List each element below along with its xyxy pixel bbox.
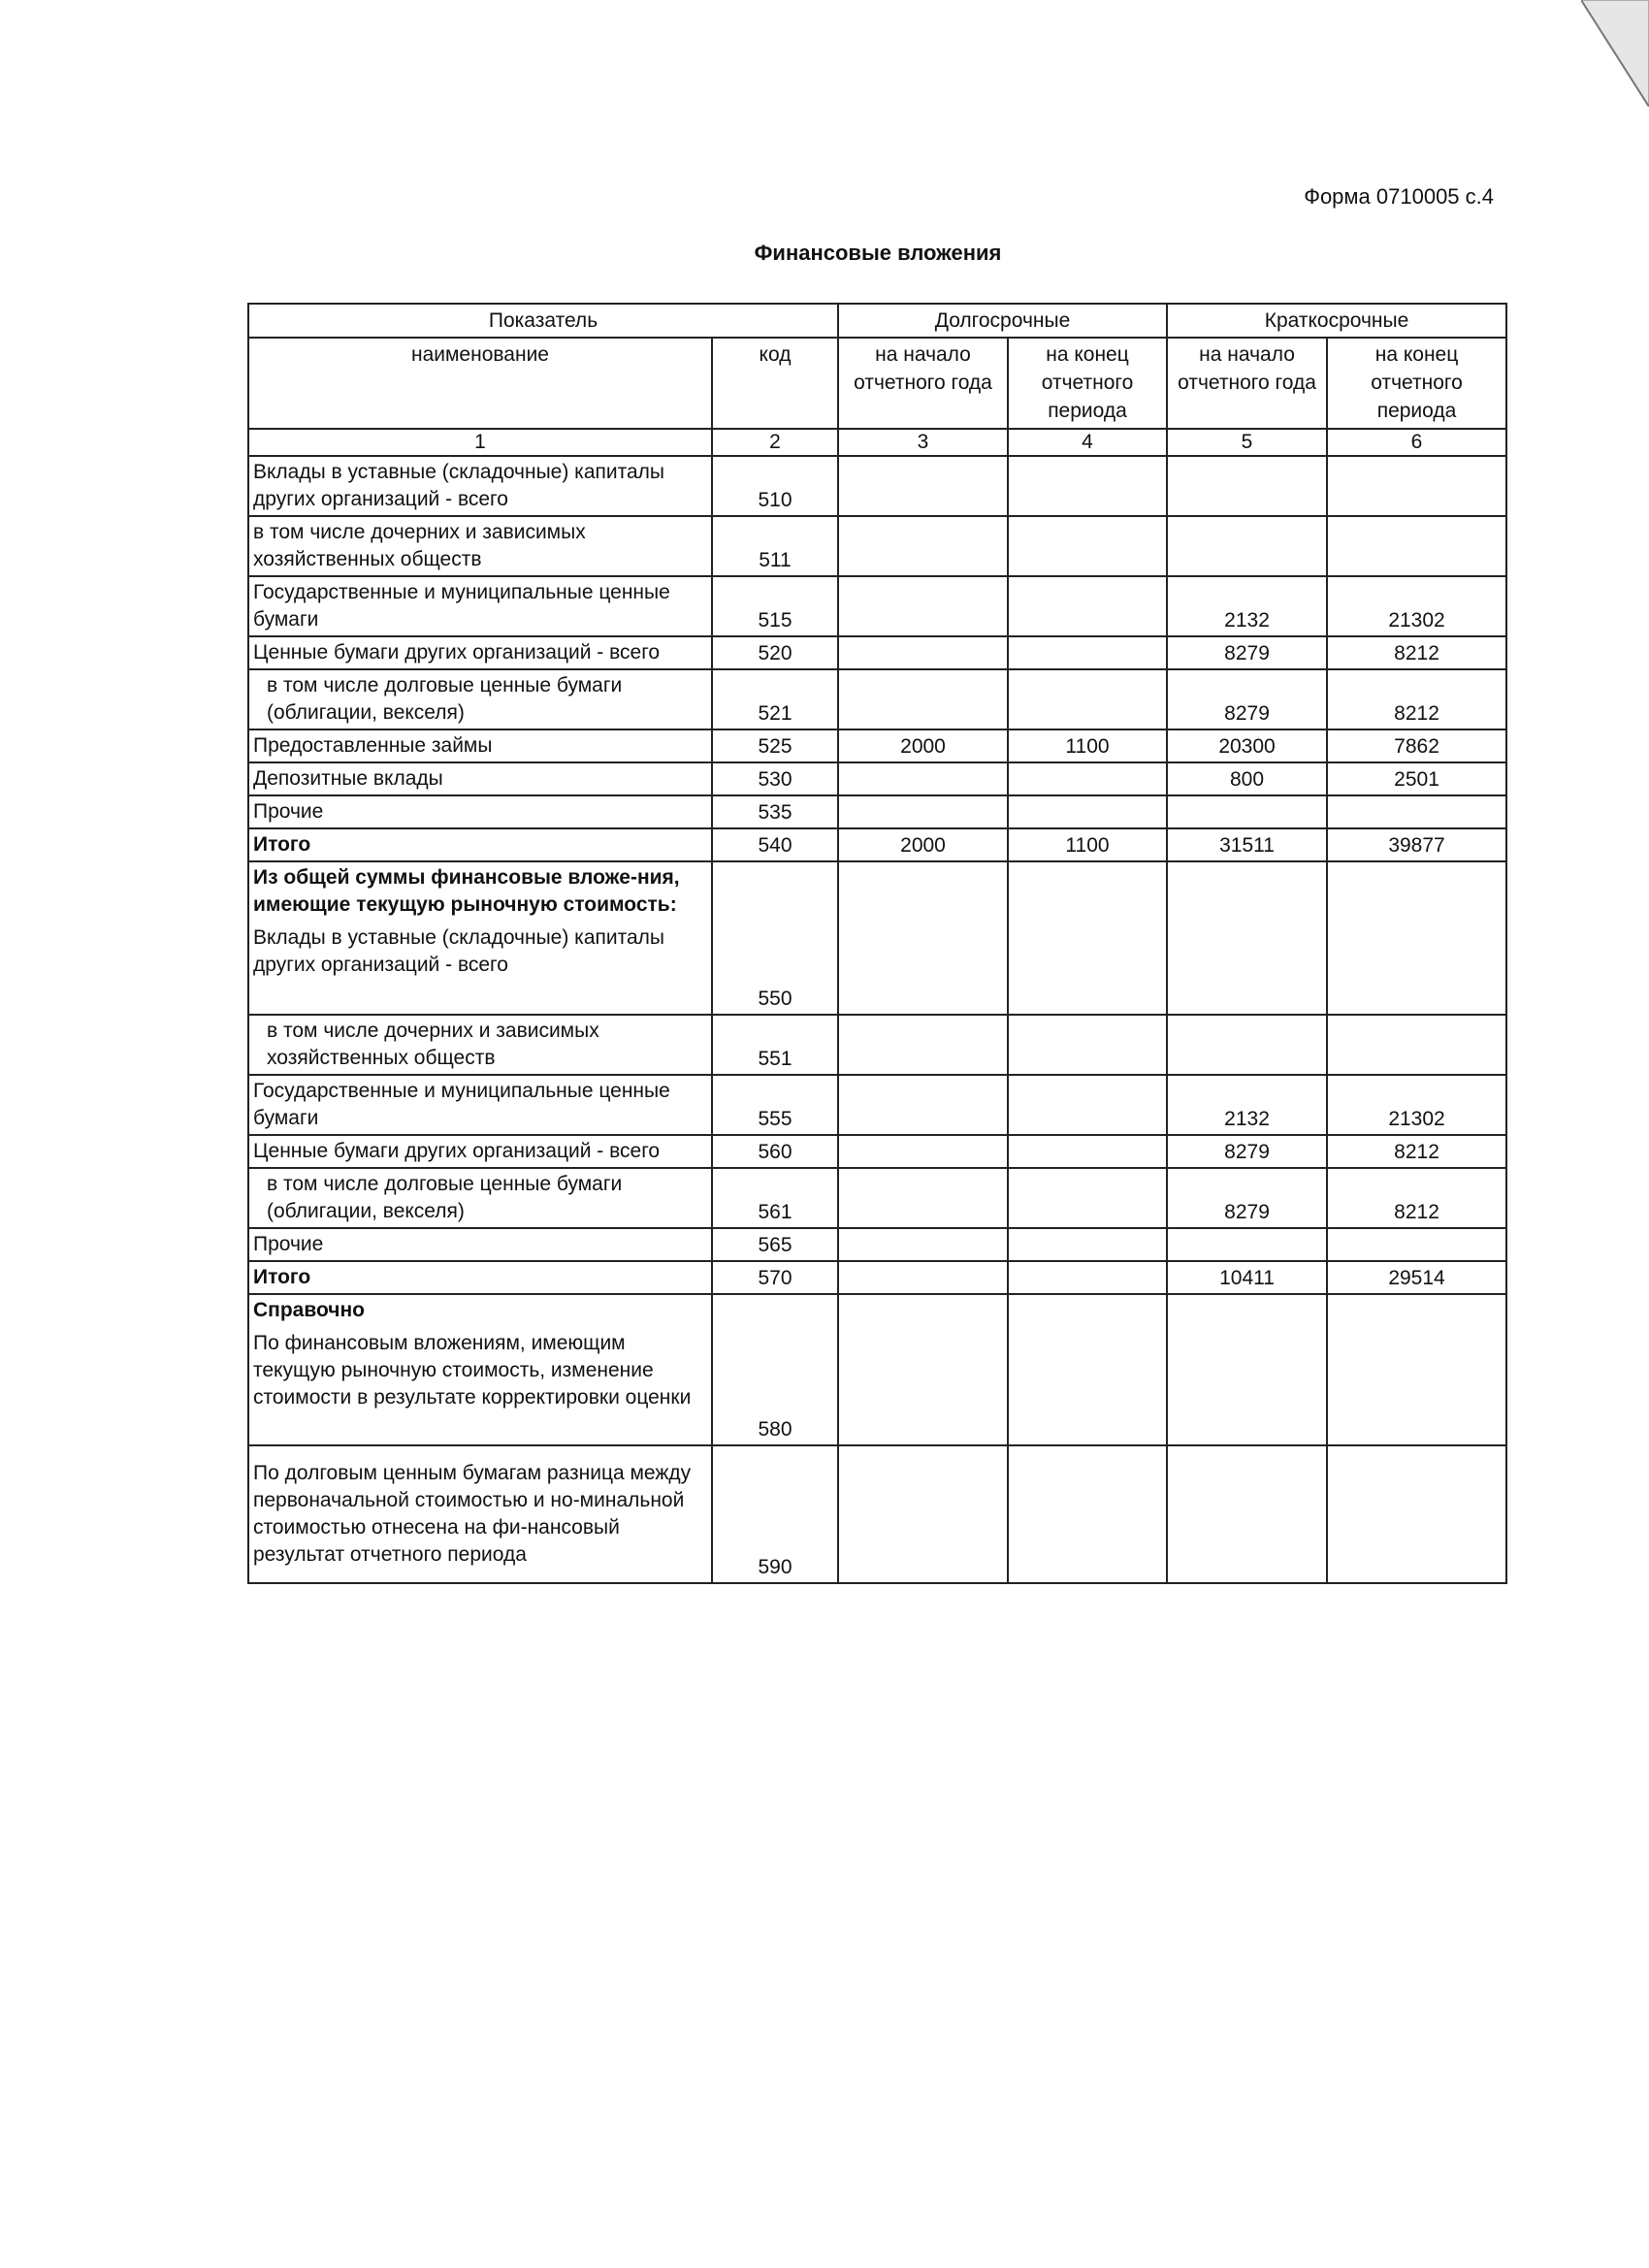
row-name: Вклады в уставные (складочные) капиталы других организаций - всего bbox=[253, 926, 665, 976]
table-row bbox=[248, 516, 1506, 576]
st-end-value bbox=[1327, 861, 1506, 1015]
lt-start-value bbox=[838, 1168, 1008, 1228]
st-start-value: 8279 bbox=[1167, 1135, 1327, 1168]
row-name: Предоставленные займы bbox=[248, 729, 712, 762]
st-end-value bbox=[1327, 795, 1506, 828]
row-name: в том числе долговые ценные бумаги (облигации, векселя) bbox=[248, 669, 712, 729]
st-end-value: 8212 bbox=[1327, 636, 1506, 669]
lt-start-value bbox=[838, 1015, 1008, 1075]
column-number: 6 bbox=[1327, 429, 1506, 456]
lt-end-value bbox=[1008, 1228, 1167, 1261]
st-end-value: 8212 bbox=[1327, 1168, 1506, 1228]
row-code: 510 bbox=[712, 456, 838, 516]
folded-page-corner bbox=[1581, 0, 1649, 107]
lt-start-value bbox=[838, 1294, 1008, 1445]
lt-end-value: 1100 bbox=[1008, 729, 1167, 762]
lt-start-value bbox=[838, 762, 1008, 795]
row-name: Вклады в уставные (складочные) капиталы других организаций - всего bbox=[248, 456, 712, 516]
table-row bbox=[248, 669, 1506, 729]
st-start-value: 8279 bbox=[1167, 669, 1327, 729]
lt-start-value: 2000 bbox=[838, 729, 1008, 762]
row-name: По долговым ценным бумагам разница между первоначальной стоимостью и но-минальной стоимостью отнесена на фи-нансовый результат отчетного периода bbox=[248, 1445, 712, 1583]
st-start-value: 8279 bbox=[1167, 1168, 1327, 1228]
header-code: код bbox=[712, 338, 838, 429]
header-long-term: Долгосрочные bbox=[838, 304, 1167, 338]
lt-start-value bbox=[838, 1228, 1008, 1261]
row-code: 511 bbox=[712, 516, 838, 576]
row-code: 550 bbox=[712, 861, 838, 1015]
table-row bbox=[248, 1168, 1506, 1228]
lt-start-value bbox=[838, 1445, 1008, 1583]
st-start-value: 2132 bbox=[1167, 1075, 1327, 1135]
lt-start-value bbox=[838, 795, 1008, 828]
row-code: 525 bbox=[712, 729, 838, 762]
st-end-value bbox=[1327, 516, 1506, 576]
row-name: Ценные бумаги других организаций - всего bbox=[248, 1135, 712, 1168]
st-end-value: 21302 bbox=[1327, 576, 1506, 636]
header-st-end: на конец отчетного периода bbox=[1327, 338, 1506, 429]
row-name: Депозитные вклады bbox=[248, 762, 712, 795]
lt-end-value bbox=[1008, 1261, 1167, 1294]
header-st-start: на начало отчетного года bbox=[1167, 338, 1327, 429]
st-end-value: 21302 bbox=[1327, 1075, 1506, 1135]
st-end-value: 29514 bbox=[1327, 1261, 1506, 1294]
table-row bbox=[248, 729, 1506, 762]
st-start-value bbox=[1167, 795, 1327, 828]
row-name: По финансовым вложениям, имеющим текущую рыночную стоимость, изменение стоимости в результате корректировки оценки bbox=[253, 1332, 692, 1409]
lt-start-value bbox=[838, 456, 1008, 516]
st-end-value bbox=[1327, 456, 1506, 516]
lt-end-value bbox=[1008, 1075, 1167, 1135]
lt-end-value bbox=[1008, 1168, 1167, 1228]
lt-end-value bbox=[1008, 1445, 1167, 1583]
row-code: 540 bbox=[712, 828, 838, 861]
row-name-group bbox=[248, 861, 712, 1015]
row-code: 535 bbox=[712, 795, 838, 828]
st-end-value bbox=[1327, 1228, 1506, 1261]
row-name: Итого bbox=[248, 1261, 712, 1294]
column-number: 2 bbox=[712, 429, 838, 456]
section-heading: Из общей суммы финансовые вложе-ния, имеющие текущую рыночную стоимость: bbox=[253, 866, 680, 916]
st-end-value bbox=[1327, 1015, 1506, 1075]
row-code: 555 bbox=[712, 1075, 838, 1135]
st-start-value: 31511 bbox=[1167, 828, 1327, 861]
lt-end-value bbox=[1008, 861, 1167, 1015]
row-name: Прочие bbox=[248, 1228, 712, 1261]
header-row-1 bbox=[248, 304, 1506, 338]
column-number: 1 bbox=[248, 429, 712, 456]
row-name-group bbox=[248, 1294, 712, 1445]
st-end-value: 7862 bbox=[1327, 729, 1506, 762]
row-name: Государственные и муниципальные ценные бумаги bbox=[248, 1075, 712, 1135]
row-code: 520 bbox=[712, 636, 838, 669]
lt-end-value bbox=[1008, 456, 1167, 516]
table-row bbox=[248, 1294, 1506, 1445]
row-code: 565 bbox=[712, 1228, 838, 1261]
lt-end-value bbox=[1008, 762, 1167, 795]
row-code: 560 bbox=[712, 1135, 838, 1168]
table-row-total bbox=[248, 828, 1506, 861]
column-number: 5 bbox=[1167, 429, 1327, 456]
row-code: 551 bbox=[712, 1015, 838, 1075]
st-start-value bbox=[1167, 1445, 1327, 1583]
row-code: 570 bbox=[712, 1261, 838, 1294]
row-code: 580 bbox=[712, 1294, 838, 1445]
row-code: 515 bbox=[712, 576, 838, 636]
row-name: в том числе дочерних и зависимых хозяйственных обществ bbox=[248, 516, 712, 576]
lt-end-value bbox=[1008, 576, 1167, 636]
page-title: Финансовые вложения bbox=[754, 241, 1002, 265]
st-end-value bbox=[1327, 1445, 1506, 1583]
lt-start-value bbox=[838, 1075, 1008, 1135]
row-code: 561 bbox=[712, 1168, 838, 1228]
lt-end-value bbox=[1008, 795, 1167, 828]
row-name: Ценные бумаги других организаций - всего bbox=[248, 636, 712, 669]
row-name: в том числе дочерних и зависимых хозяйственных обществ bbox=[248, 1015, 712, 1075]
lt-start-value: 2000 bbox=[838, 828, 1008, 861]
lt-end-value bbox=[1008, 669, 1167, 729]
table-row bbox=[248, 636, 1506, 669]
table-row bbox=[248, 1135, 1506, 1168]
lt-start-value bbox=[838, 1135, 1008, 1168]
row-code: 530 bbox=[712, 762, 838, 795]
st-start-value bbox=[1167, 1294, 1327, 1445]
st-start-value bbox=[1167, 1015, 1327, 1075]
st-end-value: 8212 bbox=[1327, 669, 1506, 729]
st-end-value bbox=[1327, 1294, 1506, 1445]
st-start-value bbox=[1167, 516, 1327, 576]
lt-start-value bbox=[838, 576, 1008, 636]
table-row bbox=[248, 576, 1506, 636]
lt-end-value: 1100 bbox=[1008, 828, 1167, 861]
lt-start-value bbox=[838, 516, 1008, 576]
lt-start-value bbox=[838, 861, 1008, 1015]
header-lt-end: на конец отчетного периода bbox=[1008, 338, 1167, 429]
header-name: наименование bbox=[248, 338, 712, 429]
table-row bbox=[248, 861, 1506, 1015]
lt-end-value bbox=[1008, 1135, 1167, 1168]
financial-investments-table bbox=[247, 303, 1507, 1584]
table-row bbox=[248, 762, 1506, 795]
table-row bbox=[248, 1445, 1506, 1583]
st-start-value: 2132 bbox=[1167, 576, 1327, 636]
row-name: Государственные и муниципальные ценные бумаги bbox=[248, 576, 712, 636]
lt-end-value bbox=[1008, 1294, 1167, 1445]
row-code: 590 bbox=[712, 1445, 838, 1583]
lt-start-value bbox=[838, 636, 1008, 669]
column-number: 3 bbox=[838, 429, 1008, 456]
st-end-value: 2501 bbox=[1327, 762, 1506, 795]
header-indicator: Показатель bbox=[248, 304, 838, 338]
column-number-row bbox=[248, 429, 1506, 456]
table-row bbox=[248, 1228, 1506, 1261]
header-short-term: Краткосрочные bbox=[1167, 304, 1506, 338]
st-start-value: 20300 bbox=[1167, 729, 1327, 762]
st-start-value: 8279 bbox=[1167, 636, 1327, 669]
table-row bbox=[248, 1015, 1506, 1075]
st-start-value bbox=[1167, 1228, 1327, 1261]
st-start-value bbox=[1167, 861, 1327, 1015]
row-name: в том числе долговые ценные бумаги (облигации, векселя) bbox=[248, 1168, 712, 1228]
lt-start-value bbox=[838, 1261, 1008, 1294]
lt-end-value bbox=[1008, 636, 1167, 669]
header-row-2 bbox=[248, 338, 1506, 429]
row-code: 521 bbox=[712, 669, 838, 729]
row-name: Итого bbox=[248, 828, 712, 861]
table-row bbox=[248, 1075, 1506, 1135]
lt-end-value bbox=[1008, 1015, 1167, 1075]
header-lt-start: на начало отчетного года bbox=[838, 338, 1008, 429]
form-code: Форма 0710005 с.4 bbox=[1304, 184, 1494, 209]
lt-end-value bbox=[1008, 516, 1167, 576]
lt-start-value bbox=[838, 669, 1008, 729]
row-name: Прочие bbox=[248, 795, 712, 828]
table-row-total bbox=[248, 1261, 1506, 1294]
table-row bbox=[248, 456, 1506, 516]
st-start-value bbox=[1167, 456, 1327, 516]
section-heading: Справочно bbox=[253, 1299, 365, 1321]
st-end-value: 39877 bbox=[1327, 828, 1506, 861]
column-number: 4 bbox=[1008, 429, 1167, 456]
st-start-value: 10411 bbox=[1167, 1261, 1327, 1294]
st-end-value: 8212 bbox=[1327, 1135, 1506, 1168]
table-row bbox=[248, 795, 1506, 828]
st-start-value: 800 bbox=[1167, 762, 1327, 795]
